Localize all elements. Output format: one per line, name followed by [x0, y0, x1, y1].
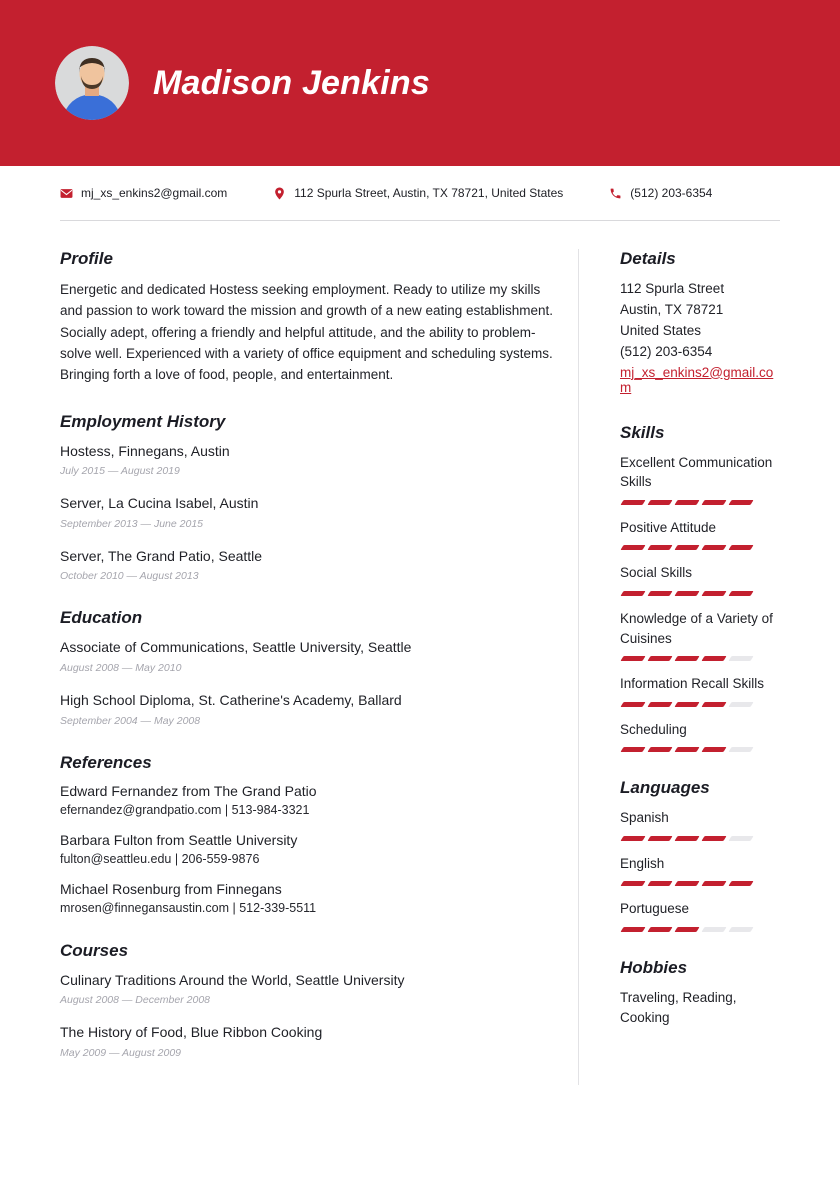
- language-item: [620, 854, 780, 887]
- section-hobbies: [620, 958, 780, 1029]
- meter-segment: [647, 702, 672, 707]
- degree-title: Associate of Communications, Seattle University, Seattle: [60, 639, 412, 656]
- section-details: [620, 249, 780, 397]
- job-dates: July 2015 — August 2019: [60, 465, 180, 478]
- meter-segment: [620, 656, 645, 661]
- skill-item: [620, 720, 780, 753]
- meter-segment: [701, 747, 726, 752]
- skills-title: Skills: [620, 422, 665, 442]
- profile-title: Profile: [60, 249, 113, 268]
- language-label: English: [620, 855, 665, 871]
- meter-segment: [701, 656, 726, 661]
- section-profile: [60, 249, 560, 386]
- section-education: [60, 608, 560, 726]
- reference-item: [60, 881, 560, 915]
- meter-segment: [701, 500, 726, 505]
- contact-phone: [609, 186, 712, 200]
- phone-icon: [609, 187, 622, 200]
- meter-segment: [620, 747, 645, 752]
- skill-item: [620, 518, 780, 551]
- job-title: Server, The Grand Patio, Seattle: [60, 547, 263, 564]
- language-item: [620, 899, 780, 932]
- skill-meter: [622, 656, 778, 661]
- meter-segment: [674, 927, 699, 932]
- language-label: Spanish: [620, 810, 669, 826]
- content-columns: [0, 221, 840, 1125]
- section-references: [60, 753, 560, 915]
- education-item: [60, 638, 560, 674]
- main-column: [60, 249, 578, 1085]
- language-meter: [622, 836, 778, 841]
- meter-segment: [674, 545, 699, 550]
- meter-segment: [701, 881, 726, 886]
- meter-segment: [620, 702, 645, 707]
- course-title: Culinary Traditions Around the World, Seattle University: [60, 971, 405, 988]
- course-dates: August 2008 — December 2008: [60, 994, 211, 1007]
- meter-segment: [674, 836, 699, 841]
- meter-segment: [728, 500, 753, 505]
- section-courses: [60, 941, 560, 1059]
- meter-segment: [647, 747, 672, 752]
- hobbies-text: Traveling, Reading, Cooking: [620, 989, 737, 1026]
- reference-contact: fulton@seattleu.edu | 206-559-9876: [60, 851, 260, 866]
- reference-name: Barbara Fulton from Seattle University: [60, 831, 298, 848]
- contact-bar: [0, 166, 840, 220]
- meter-segment: [674, 881, 699, 886]
- meter-segment: [620, 545, 645, 550]
- skill-meter: [622, 747, 778, 752]
- course-title: The History of Food, Blue Ribbon Cooking: [60, 1024, 323, 1041]
- meter-segment: [728, 747, 753, 752]
- section-skills: [620, 423, 780, 753]
- languages-title: Languages: [620, 778, 710, 798]
- reference-name: Michael Rosenburg from Finnegans: [60, 880, 282, 897]
- job-title: Hostess, Finnegans, Austin: [60, 442, 230, 459]
- skill-meter: [622, 545, 778, 550]
- meter-segment: [728, 927, 753, 932]
- meter-segment: [728, 545, 753, 550]
- reference-contact: efernandez@grandpatio.com | 513-984-3321: [60, 802, 310, 817]
- hobbies-title: Hobbies: [620, 957, 688, 977]
- meter-segment: [728, 881, 753, 886]
- avatar-photo: [55, 46, 129, 120]
- meter-segment: [674, 747, 699, 752]
- language-item: [620, 808, 780, 841]
- skill-meter: [622, 591, 778, 596]
- meter-segment: [647, 591, 672, 596]
- meter-segment: [647, 881, 672, 886]
- meter-segment: [701, 591, 726, 596]
- meter-segment: [728, 656, 753, 661]
- skill-label: Knowledge of a Variety of Cuisines: [620, 610, 773, 646]
- meter-segment: [620, 836, 645, 841]
- language-meter: [622, 881, 778, 886]
- meter-segment: [701, 702, 726, 707]
- skill-label: Excellent Communication Skills: [620, 454, 773, 490]
- meter-segment: [728, 836, 753, 841]
- meter-segment: [674, 702, 699, 707]
- degree-dates: September 2004 — May 2008: [60, 714, 201, 727]
- job-title: Server, La Cucina Isabel, Austin: [60, 495, 259, 512]
- meter-segment: [728, 591, 753, 596]
- name-title: Madison Jenkins: [153, 63, 430, 102]
- meter-segment: [674, 656, 699, 661]
- profile-text: Energetic and dedicated Hostess seeking employment. Ready to utilize my skills and passion to work toward the mission and growth of a new eating establishment. Socially adept, offering a friendly and helpful attitude, and the ability to problem-solve well. Experienced with a variety of office equipment and scheduling systems. Bringing forth a love of food, people, and entertainment.: [60, 282, 554, 383]
- reference-contact: mrosen@finnegansaustin.com | 512-339-5511: [60, 900, 317, 915]
- skill-meter: [622, 500, 778, 505]
- section-employment: [60, 412, 560, 583]
- course-item: [60, 1023, 560, 1059]
- courses-title: Courses: [60, 940, 129, 960]
- language-label: Portuguese: [620, 901, 690, 917]
- details-country: United States: [620, 322, 702, 338]
- contact-email: [60, 186, 227, 200]
- section-languages: [620, 778, 780, 932]
- skill-item: [620, 453, 780, 505]
- education-item: [60, 691, 560, 727]
- envelope-icon: [60, 187, 73, 200]
- meter-segment: [620, 881, 645, 886]
- meter-segment: [701, 836, 726, 841]
- skill-item: [620, 563, 780, 596]
- reference-item: [60, 783, 560, 817]
- skill-label: Social Skills: [620, 565, 693, 581]
- meter-segment: [647, 836, 672, 841]
- skill-label: Information Recall Skills: [620, 676, 765, 692]
- course-dates: May 2009 — August 2009: [60, 1046, 182, 1059]
- meter-segment: [701, 927, 726, 932]
- degree-dates: August 2008 — May 2010: [60, 662, 182, 675]
- job-dates: October 2010 — August 2013: [60, 570, 199, 583]
- language-meter: [622, 927, 778, 932]
- details-city: Austin, TX 78721: [620, 301, 724, 317]
- sidebar: [579, 249, 780, 1085]
- skill-item: [620, 609, 780, 661]
- details-phone: (512) 203-6354: [620, 343, 713, 359]
- contact-address: [273, 186, 563, 200]
- employment-title: Employment History: [60, 411, 226, 431]
- meter-segment: [674, 500, 699, 505]
- job-dates: September 2013 — June 2015: [60, 517, 204, 530]
- reference-item: [60, 832, 560, 866]
- references-title: References: [60, 752, 152, 772]
- meter-segment: [728, 702, 753, 707]
- employment-item: [60, 547, 560, 583]
- meter-segment: [620, 500, 645, 505]
- avatar: [55, 46, 129, 120]
- map-pin-icon: [273, 187, 286, 200]
- meter-segment: [620, 591, 645, 596]
- employment-item: [60, 494, 560, 530]
- contact-phone-text: (512) 203-6354: [630, 186, 713, 200]
- contact-address-text: 112 Spurla Street, Austin, TX 78721, United States: [294, 186, 564, 200]
- header-band: [0, 0, 840, 166]
- email-link[interactable]: mj_xs_enkins2@gmail.com: [620, 364, 774, 395]
- meter-segment: [647, 656, 672, 661]
- meter-segment: [701, 545, 726, 550]
- skill-label: Positive Attitude: [620, 519, 717, 535]
- reference-name: Edward Fernandez from The Grand Patio: [60, 782, 317, 799]
- skill-meter: [622, 702, 778, 707]
- meter-segment: [647, 927, 672, 932]
- details-title: Details: [620, 249, 676, 268]
- contact-email-text: mj_xs_enkins2@gmail.com: [81, 186, 228, 200]
- course-item: [60, 971, 560, 1007]
- education-title: Education: [60, 608, 143, 628]
- employment-item: [60, 442, 560, 478]
- skill-label: Scheduling: [620, 721, 687, 737]
- meter-segment: [620, 927, 645, 932]
- meter-segment: [674, 591, 699, 596]
- details-street: 112 Spurla Street: [620, 281, 725, 296]
- meter-segment: [647, 545, 672, 550]
- meter-segment: [647, 500, 672, 505]
- skill-item: [620, 674, 780, 707]
- degree-title: High School Diploma, St. Catherine's Academy, Ballard: [60, 692, 402, 709]
